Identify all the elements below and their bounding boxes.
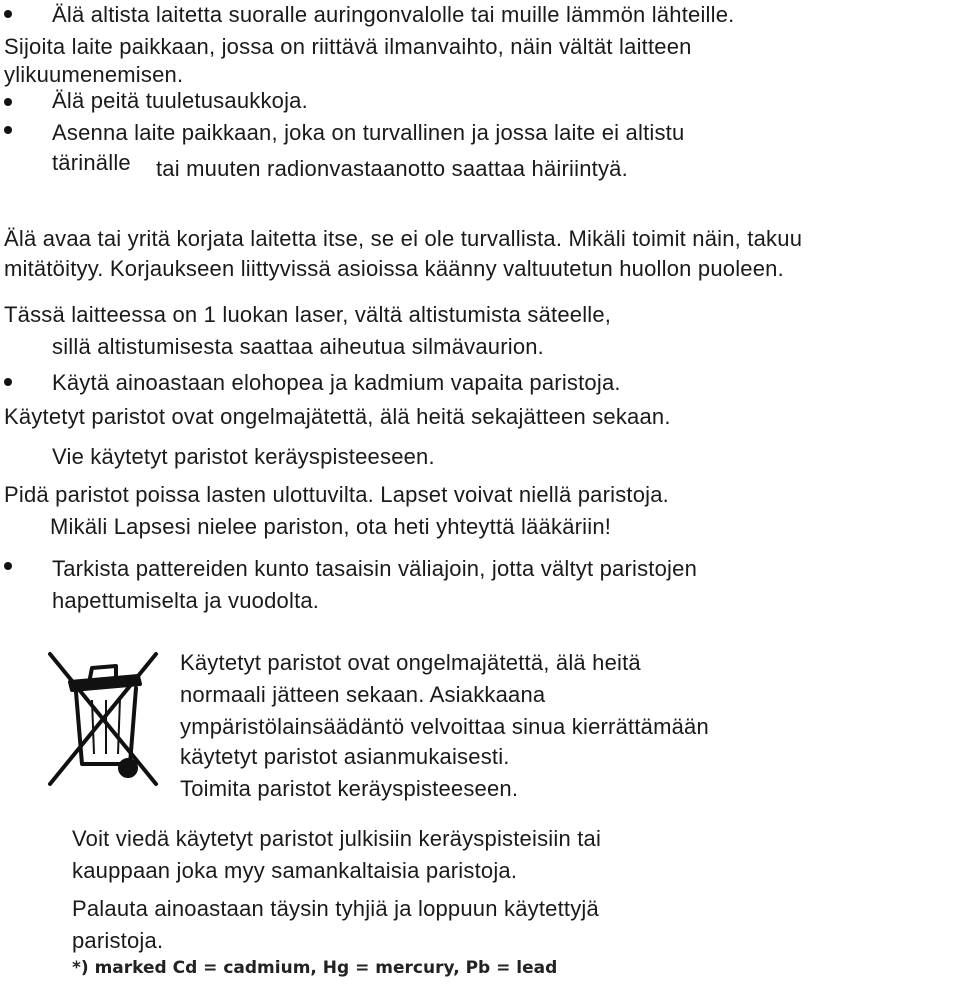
batteries-line-2: Käytetyt paristot ovat ongelmajätettä, älä heitä sekajätteen sekaan.: [4, 404, 671, 429]
batteries-line-6: Tarkista pattereiden kunto tasaisin väliajoin, jotta vältyt paristojen: [52, 556, 698, 581]
batteries-line-7: hapettumiselta ja vuodolta.: [52, 588, 320, 613]
disposal-line-1: Käytetyt paristot ovat ongelmajätettä, älä heitä: [180, 650, 641, 675]
batteries-line-1: Käytä ainoastaan elohopea ja kadmium vapaita paristoja.: [52, 370, 621, 395]
repair-line-2: mitätöityy. Korjaukseen liittyvissä asioissa käänny valtuutetun huollon puoleen.: [4, 256, 784, 281]
returns-line-3: Palauta ainoastaan täysin tyhjiä ja loppuun käytettyjä: [72, 896, 599, 921]
safety-line-2: Sijoita laite paikkaan, jossa on riittävä ilmanvaihto, näin vältät laitteen: [4, 34, 692, 59]
bullet-icon: [4, 126, 12, 134]
disposal-line-4: käytetyt paristot asianmukaisesti.: [180, 744, 510, 769]
disposal-line-2: normaali jätteen sekaan. Asiakkaana: [180, 682, 546, 707]
safety-line-6b: tai muuten radionvastaanotto saattaa häiriintyä.: [156, 156, 628, 181]
returns-line-2: kauppaan joka myy samankaltaisia paristoja.: [72, 858, 518, 883]
returns-line-1: Voit viedä käytetyt paristot julkisiin keräyspisteisiin tai: [72, 826, 602, 851]
laser-line-1: Tässä laitteessa on 1 luokan laser, vältä altistumista säteelle,: [4, 302, 612, 327]
bullet-icon: [4, 98, 12, 106]
disposal-line-3: ympäristölainsäädäntö velvoittaa sinua kierrättämään: [180, 714, 709, 739]
disposal-line-5: Toimita paristot keräyspisteeseen.: [180, 776, 519, 801]
repair-line-1: Älä avaa tai yritä korjata laitetta itse, se ei ole turvallista. Mikäli toimit näin, takuu: [4, 226, 803, 251]
safety-line-3: ylikuumenemisen.: [4, 62, 184, 87]
safety-line-4: Älä peitä tuuletusaukkoja.: [52, 88, 308, 113]
safety-line-1: Älä altista laitetta suoralle auringonvalolle tai muille lämmön lähteille.: [52, 2, 735, 27]
footnote: *) marked Cd = cadmium, Hg = mercury, Pb = lead: [72, 958, 558, 978]
batteries-line-5: Mikäli Lapsesi nielee pariston, ota heti yhteyttä lääkäriin!: [50, 514, 612, 539]
batteries-line-3: Vie käytetyt paristot keräyspisteeseen.: [52, 444, 435, 469]
bullet-icon: [4, 10, 12, 18]
bullet-icon: [4, 562, 12, 570]
batteries-line-4: Pidä paristot poissa lasten ulottuvilta. Lapset voivat niellä paristoja.: [4, 482, 669, 507]
safety-line-5: Asenna laite paikkaan, joka on turvallinen ja jossa laite ei altistu: [52, 120, 685, 145]
returns-line-4: paristoja.: [72, 928, 164, 953]
crossed-out-wheelie-bin-icon: [42, 648, 164, 790]
bullet-icon: [4, 378, 12, 386]
laser-line-2: sillä altistumisesta saattaa aiheutua silmävaurion.: [52, 334, 544, 359]
safety-line-6a: tärinälle: [52, 150, 131, 175]
